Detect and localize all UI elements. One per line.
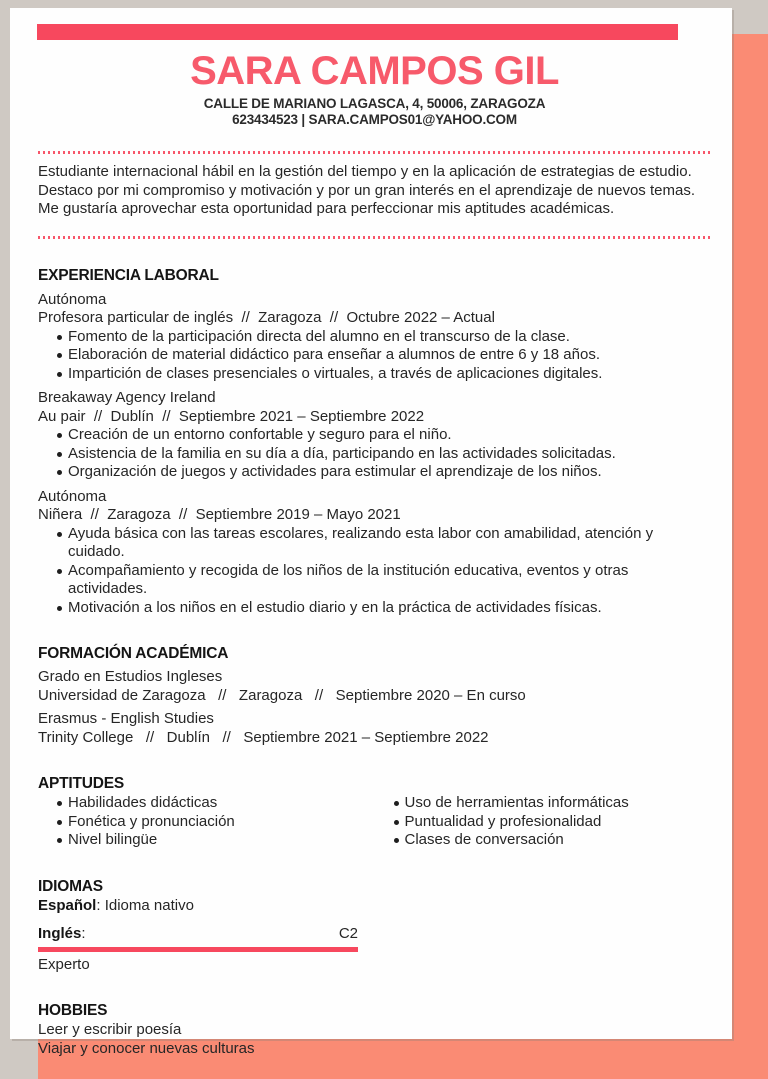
- hobby-item: Viajar y conocer nuevas culturas: [38, 1039, 255, 1057]
- job-company: Breakaway Agency Ireland: [38, 389, 216, 406]
- language-english-block: [38, 925, 358, 974]
- job-bullet-list: [38, 426, 711, 482]
- section-skills: [38, 774, 711, 850]
- summary-paragraph: Estudiante internacional hábil en la gestión del tiempo y en la aplicación de estrategias de estudio. Destaco por mi compromiso y motivación y por un gran interés en el aprendizaje de nuevos temas. Me gustaría aprovechar esta oportunidad para perfeccionar mis aptitudes académicas.: [38, 163, 695, 217]
- contact-block: [38, 96, 711, 128]
- education-entry: [38, 668, 711, 705]
- section-hobbies: [38, 1001, 711, 1058]
- language-english-name: Inglés: [38, 925, 82, 942]
- skill-item: Habilidades didácticas: [38, 794, 375, 813]
- resume-page: [10, 8, 732, 1057]
- language-native-label: Español: [38, 896, 97, 914]
- job-meta: Au pair // Dublín // Septiembre 2021 – Septiembre 2022: [38, 407, 425, 425]
- job-bullet-list: [38, 328, 711, 384]
- section-title-skills: APTITUDES: [38, 775, 125, 792]
- job-entry: [38, 488, 711, 618]
- section-education: [38, 644, 711, 747]
- job-bullet: Asistencia de la familia en su día a día, participando en las actividades solicitadas.: [38, 445, 711, 464]
- accent-top-bar: [37, 24, 678, 40]
- section-title-hobbies: HOBBIES: [38, 1002, 108, 1019]
- language-english-descriptor: Experto: [38, 955, 90, 973]
- job-company: Autónoma: [38, 487, 107, 505]
- section-experience: [38, 266, 711, 618]
- section-title-experience: EXPERIENCIA LABORAL: [38, 266, 219, 284]
- address-line: CALLE DE MARIANO LAGASCA, 4, 50006, ZARAGOZA: [203, 96, 546, 111]
- skill-item: Fonética y pronunciación: [38, 813, 375, 832]
- dotted-divider-bottom: [38, 236, 711, 239]
- section-languages: [38, 877, 711, 975]
- language-english-level: C2: [338, 925, 358, 942]
- job-bullet: Creación de un entorno confortable y seguro para el niño.: [38, 426, 711, 445]
- education-degree: Grado en Estudios Ingleses: [38, 668, 223, 685]
- language-native-line: [38, 897, 711, 916]
- education-entry: [38, 710, 711, 747]
- section-title-education: FORMACIÓN ACADÉMICA: [38, 645, 229, 662]
- skills-columns: [38, 794, 711, 850]
- skills-right-column: [375, 794, 712, 850]
- education-degree: Erasmus - English Studies: [38, 710, 214, 727]
- job-bullet: Ayuda básica con las tareas escolares, realizando esta labor con amabilidad, atención y cuidado.: [38, 525, 711, 562]
- job-meta: Niñera // Zaragoza // Septiembre 2019 – Mayo 2021: [38, 506, 401, 523]
- job-bullet-list: [38, 525, 711, 618]
- job-entry: [38, 389, 711, 482]
- dotted-divider-top: [38, 151, 711, 154]
- language-english-label: [38, 925, 86, 944]
- job-bullet: Acompañamiento y recogida de los niños de la institución educativa, eventos y otras actividades.: [38, 562, 711, 599]
- language-english-colon: :: [81, 925, 86, 942]
- hobby-item: Leer y escribir poesía: [38, 1021, 182, 1038]
- skill-item: Nivel bilingüe: [38, 831, 375, 850]
- skill-item: Clases de conversación: [375, 831, 712, 850]
- language-proficiency-bar: [38, 947, 358, 952]
- skill-item: Puntualidad y profesionalidad: [375, 813, 712, 832]
- job-bullet: Organización de juegos y actividades para estimular el aprendizaje de los niños.: [38, 463, 711, 482]
- person-name: SARA CAMPOS GIL: [190, 49, 559, 93]
- language-native-value: : Idioma nativo: [96, 896, 194, 914]
- language-english-row: [38, 925, 358, 944]
- job-bullet: Elaboración de material didáctico para enseñar a alumnos de entre 6 y 18 años.: [38, 346, 711, 365]
- job-bullet: Impartición de clases presenciales o virtuales, a través de aplicaciones digitales.: [38, 365, 711, 384]
- skill-item: Uso de herramientas informáticas: [375, 794, 712, 813]
- education-meta: Universidad de Zaragoza // Zaragoza // Septiembre 2020 – En curso: [38, 686, 526, 704]
- phone-email-line: 623434523 | SARA.CAMPOS01@YAHOO.COM: [232, 112, 517, 127]
- job-meta: Profesora particular de inglés // Zaragoza // Octubre 2022 – Actual: [38, 309, 495, 326]
- job-bullet: Motivación a los niños en el estudio diario y en la práctica de actividades físicas.: [38, 599, 711, 618]
- job-entry: [38, 291, 711, 384]
- skills-left-column: [38, 794, 375, 850]
- job-company: Autónoma: [38, 290, 107, 308]
- job-bullet: Fomento de la participación directa del alumno en el transcurso de la clase.: [38, 328, 711, 347]
- education-meta: Trinity College // Dublín // Septiembre 2021 – Septiembre 2022: [38, 728, 489, 746]
- section-title-languages: IDIOMAS: [38, 877, 103, 895]
